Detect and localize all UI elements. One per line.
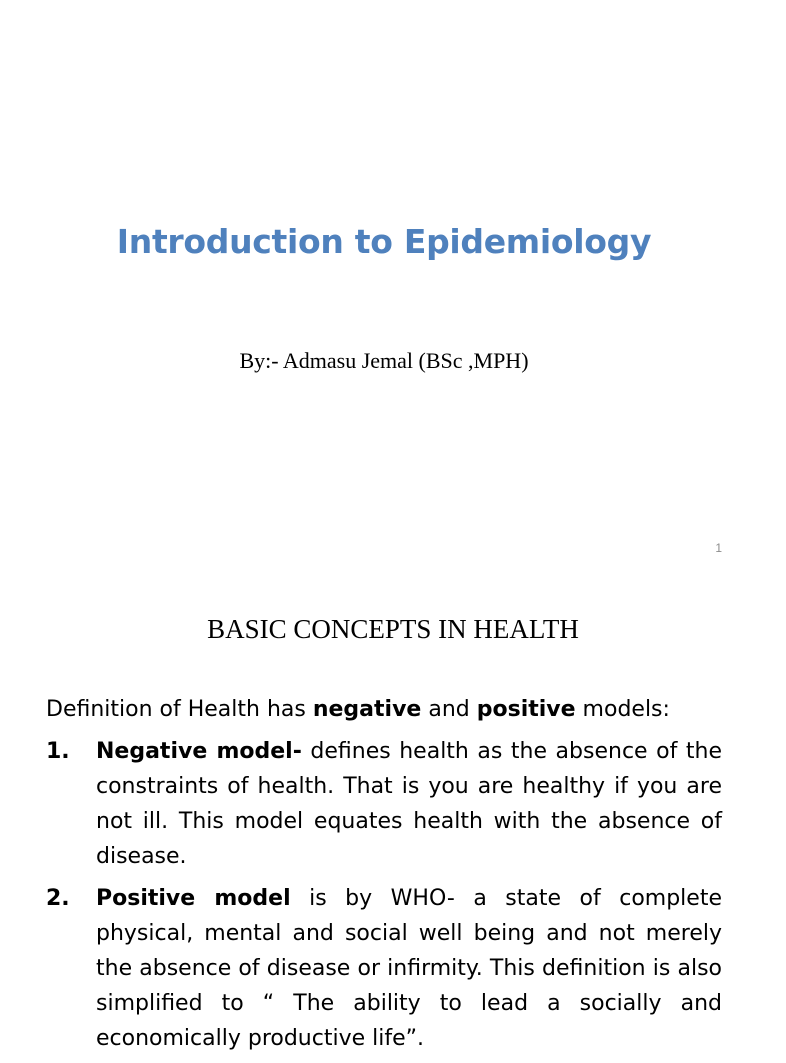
list-item-term: Negative model-: [96, 739, 302, 764]
list-item-description: is by WHO- a state of complete physical, mental and social well being and not merely the absence of disease or infirmity. This definition is also simplified to “ The ability to lead a socially and economically productive life”.: [96, 886, 722, 1051]
slide-title: Introduction to Epidemiology: [116, 222, 652, 261]
slide-author: By:- Admasu Jemal (BSc ,MPH): [239, 348, 529, 373]
intro-text-middle: and: [421, 697, 477, 722]
intro-positive: positive: [476, 697, 576, 722]
intro-text-after: models:: [575, 697, 670, 722]
list-number: 2.: [46, 886, 70, 911]
intro-paragraph: [46, 692, 722, 727]
list-item-positive-model: [46, 881, 722, 1056]
intro-text-before: Definition of Health has: [46, 697, 313, 722]
list-number: 1.: [46, 739, 70, 764]
intro-negative: negative: [312, 697, 422, 722]
slide-2: [0, 576, 768, 1051]
list-item-term: Positive model: [96, 886, 291, 911]
list-item-text: [96, 734, 722, 874]
slide-content: [46, 692, 722, 1063]
list-item-negative-model: [46, 734, 722, 874]
section-heading: BASIC CONCEPTS IN HEALTH: [207, 614, 579, 644]
list-item-text: [96, 881, 722, 1056]
page-number: 1: [715, 541, 722, 555]
list-item-description: defines health as the absence of the constraints of health. That is you are healthy if you are not ill. This model equates health with the absence of disease.: [96, 739, 722, 869]
